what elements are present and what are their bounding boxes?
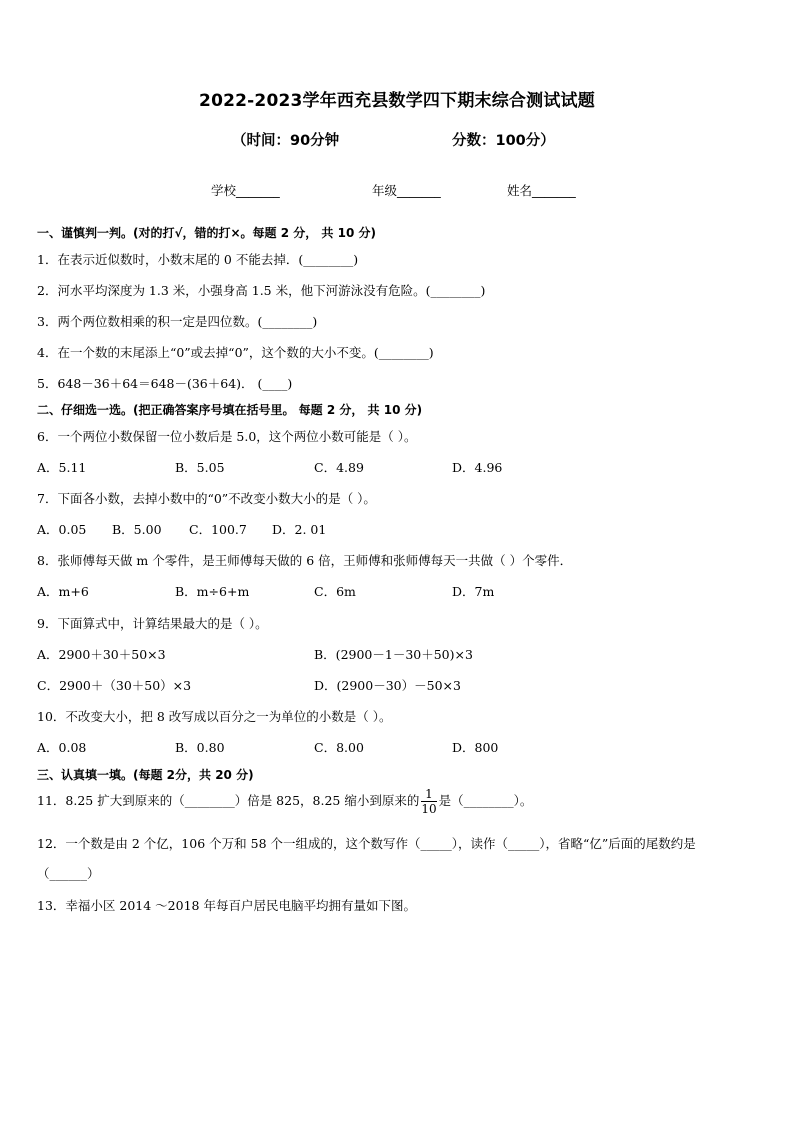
- q6-option-d: D．4.96: [452, 460, 503, 475]
- question-7: 7．下面各小数，去掉小数中的“0”不改变小数大小的是（ ）。: [37, 491, 376, 506]
- q10-option-c: C．8.00: [314, 740, 364, 755]
- question-9: 9．下面算式中，计算结果最大的是（ ）。: [37, 616, 268, 631]
- q10-option-a: A．0.08: [37, 740, 87, 755]
- q9-option-b: B．(2900－1－30＋50)×3: [314, 647, 473, 662]
- school-field: 学校_______: [211, 183, 280, 198]
- q7-option-b: B．5.00: [112, 522, 162, 537]
- page-title: 2022-2023学年西充县数学四下期末综合测试试题: [199, 91, 595, 111]
- question-5: 5．648－36＋64＝648－(36＋64)． (____): [37, 376, 293, 391]
- exam-score: 分数：100分）: [452, 133, 555, 149]
- q7-option-d: D．2. 01: [272, 522, 327, 537]
- q9-option-c: C．2900＋（30＋50）×3: [37, 678, 192, 693]
- q9-option-a: A．2900＋30＋50×3: [37, 647, 166, 662]
- q6-option-b: B．5.05: [175, 460, 225, 475]
- section-3-heading: 三、认真填一填。(每题 2分，共 20 分): [37, 768, 254, 782]
- exam-time: （时间：90分钟: [232, 133, 340, 149]
- q8-option-d: D．7m: [452, 584, 495, 599]
- fraction-one-tenth: [421, 788, 436, 815]
- question-2: 2．河水平均深度为 1.3 米，小强身高 1.5 米，他下河游泳没有危险。(________): [37, 283, 486, 298]
- q10-option-b: B．0.80: [175, 740, 225, 755]
- section-2-heading: 二、仔细选一选。(把正确答案序号填在括号里。 每题 2 分， 共 10 分): [37, 403, 423, 417]
- question-11: [37, 788, 532, 815]
- question-3: 3．两个两位数相乘的积一定是四位数。(________): [37, 314, 318, 329]
- question-12: 12．一个数是由 2 个亿，106 个万和 58 个一组成的，这个数写作（_____），读作（_____），省略“亿”后面的尾数约是: [37, 836, 696, 851]
- q6-option-c: C．4.89: [314, 460, 364, 475]
- question-13: 13．幸福小区 2014 ～2018 年每百户居民电脑平均拥有量如下图。: [37, 898, 416, 913]
- section-1-heading: 一、谨慎判一判。(对的打√，错的打×。每题 2 分， 共 10 分): [37, 226, 376, 240]
- q6-option-a: A．5.11: [37, 460, 87, 475]
- question-4: 4．在一个数的末尾添上“0”或去掉“0”，这个数的大小不变。(________): [37, 345, 434, 360]
- fraction-numerator: 1: [421, 788, 436, 802]
- question-10: 10．不改变大小，把 8 改写成以百分之一为单位的小数是（ ）。: [37, 709, 392, 724]
- question-12-continued: （______）: [37, 866, 100, 881]
- q9-option-d: D．(2900－30）－50×3: [314, 678, 461, 693]
- q8-option-b: B．m÷6+m: [175, 584, 250, 599]
- question-8: 8．张师傅每天做 m 个零件，是王师傅每天做的 6 倍，王师傅和张师傅每天一共做（ ）个零件．: [37, 553, 573, 568]
- q11-text-before: 11．8.25 扩大到原来的（________）倍是 825，8.25 缩小到原来的: [37, 793, 420, 808]
- q7-option-a: A．0.05: [37, 522, 87, 537]
- question-1: 1．在表示近似数时，小数末尾的 0 不能去掉．(________): [37, 252, 359, 267]
- q8-option-c: C．6m: [314, 584, 356, 599]
- q8-option-a: A．m+6: [37, 584, 89, 599]
- fraction-denominator: 10: [421, 802, 437, 816]
- q10-option-d: D．800: [452, 740, 499, 755]
- grade-field: 年级_______: [372, 183, 441, 198]
- question-6: 6．一个两位小数保留一位小数后是 5.0，这个两位小数可能是（ ）。: [37, 429, 417, 444]
- q11-text-after: 是（________）。: [438, 793, 533, 808]
- name-field: 姓名_______: [507, 183, 576, 198]
- q7-option-c: C．100.7: [189, 522, 247, 537]
